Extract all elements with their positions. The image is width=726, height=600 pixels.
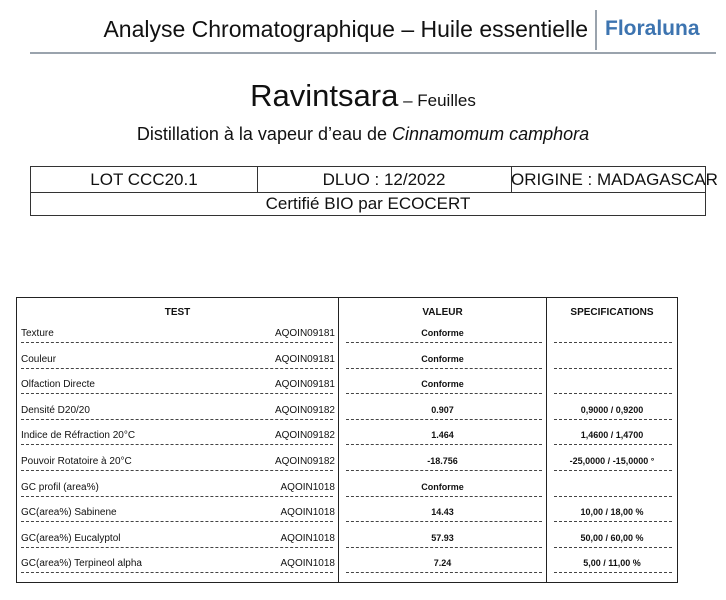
header-specifications: SPECIFICATIONS [570,307,654,318]
dashed-leader-line [346,547,542,548]
dashed-leader-line [346,444,542,445]
test-value: 7.24 [433,558,452,569]
test-method-code: AQOIN1018 [280,481,335,493]
dashed-leader-line [346,470,542,471]
test-name: Olfaction Directe [21,379,95,391]
dashed-leader-line [21,547,333,548]
test-method-code: AQOIN09181 [274,379,335,391]
test-method-code: AQOIN1018 [280,507,335,519]
dashed-leader-line [346,521,542,522]
dashed-leader-line [21,470,333,471]
test-method-code: AQOIN09182 [274,404,335,416]
test-name: GC(area%) Eucalyptol [21,532,121,544]
table-row [17,325,677,350]
dashed-leader-line [554,547,672,548]
dashed-leader-line [346,393,542,394]
header-title: Analyse Chromatographique – Huile essentielle [103,16,588,42]
header-test: TEST [164,307,191,318]
lot-info-row [31,167,718,193]
test-name: Couleur [21,353,57,365]
test-value: Conforme [421,353,464,364]
dashed-leader-line [554,393,672,394]
test-specification: 5,00 / 11,00 % [583,558,641,569]
table-row [17,530,677,555]
test-name: Pouvoir Rotatoire à 20°C [21,456,132,467]
dashed-leader-line [346,496,542,497]
header-value: VALEUR [422,307,463,318]
test-method-code: AQOIN1018 [280,558,335,570]
test-name: Densité D20/20 [21,404,90,416]
dashed-leader-line [21,444,333,445]
test-specification: -25,0000 / -15,0000 ° [569,456,655,466]
test-name: Indice de Réfraction 20°C [21,430,136,442]
species-name: Cinnamomum camphora [392,124,590,144]
dashed-leader-line [554,368,672,369]
table-row [17,376,677,401]
dashed-leader-line [21,368,333,369]
dashed-leader-line [21,393,333,394]
origin: ORIGINE : MADAGASCAR [511,170,718,189]
test-name: GC profil (area%) [21,481,99,493]
table-row [17,555,677,580]
dashed-leader-line [21,521,333,522]
dluo-date: DLUO : 12/2022 [257,167,512,192]
test-specification: 50,00 / 60,00 % [580,532,644,543]
certification: Certifié BIO par ECOCERT [265,194,471,213]
document-header [30,6,716,54]
table-row [17,479,677,504]
dashed-leader-line [21,572,333,573]
test-method-code: AQOIN09181 [274,328,335,339]
dashed-leader-line [21,342,333,343]
test-value: Conforme [421,379,464,390]
test-name: Texture [21,328,54,339]
table-row [17,453,677,478]
dashed-leader-line [554,470,672,471]
table-row [17,351,677,376]
dashed-leader-line [554,496,672,497]
process-prefix: Distillation à la vapeur d’eau de [136,124,393,144]
product-name: Ravintsara [250,78,399,113]
lot-info-box [30,166,718,216]
test-value: -18.756 [427,456,458,466]
test-value: 14.43 [431,507,454,518]
dashed-leader-line [554,419,672,420]
product-part: – Feuilles [398,91,476,110]
process-line [0,124,726,145]
results-table [16,297,678,583]
table-row [17,427,677,452]
test-value: 0.907 [431,404,454,415]
dashed-leader-line [346,368,542,369]
test-value: 1.464 [431,430,454,441]
dashed-leader-line [346,342,542,343]
dashed-leader-line [21,419,333,420]
dashed-leader-line [554,342,672,343]
test-specification: 1,4600 / 1,4700 [580,430,644,441]
header-separator [595,10,597,50]
test-method-code: AQOIN09182 [274,430,335,442]
test-method-code: AQOIN1018 [280,532,335,544]
lot-number: LOT CCC20.1 [31,167,258,192]
test-name: GC(area%) Sabinene [21,507,117,519]
dashed-leader-line [346,419,542,420]
test-value: 57.93 [431,532,454,543]
dashed-leader-line [554,572,672,573]
test-value: Conforme [421,328,464,338]
test-method-code: AQOIN09182 [274,456,335,467]
test-specification: 0,9000 / 0,9200 [580,404,644,415]
test-specification: 10,00 / 18,00 % [580,507,644,518]
table-row [17,402,677,427]
dashed-leader-line [346,572,542,573]
dashed-leader-line [21,496,333,497]
test-method-code: AQOIN09181 [274,353,335,365]
dashed-leader-line [554,444,672,445]
test-name: GC(area%) Terpineol alpha [21,558,142,570]
product-heading [0,78,726,114]
brand-name: Floraluna [605,17,700,40]
test-value: Conforme [421,481,464,492]
header-rule [30,52,716,54]
dashed-leader-line [554,521,672,522]
table-row [17,504,677,529]
